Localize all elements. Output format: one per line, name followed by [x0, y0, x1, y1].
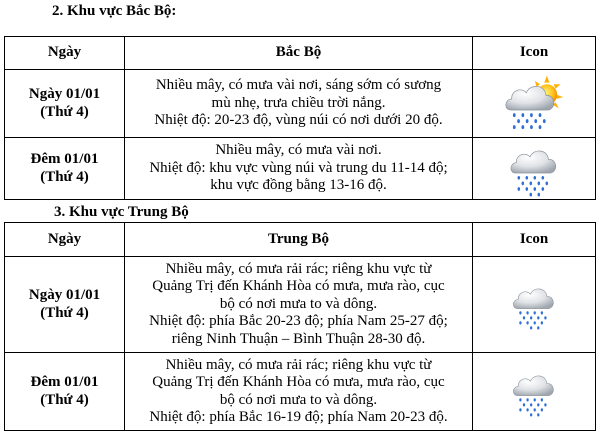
- icon-cell: [473, 70, 596, 138]
- forecast-table-trung-bo: [4, 222, 596, 431]
- description-line: Quảng Trị đến Khánh Hòa có mưa, mưa rào, cục: [152, 374, 445, 390]
- description-line: Nhiệt độ: 20-23 độ, vùng núi có nơi dưới 20 độ.: [154, 112, 443, 129]
- table-row: [5, 70, 596, 138]
- description-cell: [125, 353, 473, 431]
- description-line: Nhiệt độ: khu vực vùng núi và trung du 11-14 độ;: [149, 159, 448, 176]
- description-line: Nhiệt độ: phía Bắc 16-19 độ; phía Nam 20-23 độ.: [149, 409, 448, 425]
- column-header-icon: Icon: [473, 37, 596, 70]
- description-cell: [125, 70, 473, 138]
- rain-cloud-icon: [506, 141, 562, 197]
- sun-behind-rain-cloud-icon: [504, 74, 564, 134]
- description-line: Nhiều mây, có mưa vài nơi, sáng sớm có sương: [155, 77, 442, 94]
- icon-cell: [473, 257, 596, 353]
- icon-cell: [473, 353, 596, 431]
- column-header-region: Bắc Bộ: [125, 37, 473, 70]
- column-header-day: Ngày: [5, 37, 125, 70]
- column-header-day: Ngày: [5, 223, 125, 257]
- forecast-table-bac-bo: [4, 36, 596, 200]
- weekday-label: (Thứ 4): [40, 391, 89, 408]
- table-header-row: [5, 223, 596, 257]
- description-line: bộ có nơi mưa to và dông.: [219, 391, 378, 408]
- day-label: Đêm 01/01: [30, 374, 99, 390]
- weekday-label: (Thứ 4): [40, 304, 89, 321]
- day-cell: [5, 138, 125, 200]
- day-label: Đêm 01/01: [30, 151, 99, 167]
- day-cell: [5, 353, 125, 431]
- day-label: Ngày 01/01: [28, 287, 101, 303]
- column-header-icon: Icon: [473, 223, 596, 257]
- rain-cloud-icon: [509, 280, 559, 330]
- column-header-region: Trung Bộ: [125, 223, 473, 257]
- day-cell: [5, 257, 125, 353]
- table-row: [5, 138, 596, 200]
- day-cell: [5, 70, 125, 138]
- weekday-label: (Thứ 4): [40, 103, 89, 120]
- section-heading-trung-bo: 3. Khu vực Trung Bộ: [54, 204, 189, 220]
- description-line: bộ có nơi mưa to và dông.: [219, 295, 378, 312]
- weekday-label: (Thứ 4): [40, 168, 89, 185]
- day-label: Ngày 01/01: [28, 86, 101, 102]
- description-line: Nhiều mây, có mưa rải rác; riêng khu vực từ: [165, 260, 432, 277]
- description-line: Quảng Trị đến Khánh Hòa có mưa, mưa rào, cục: [152, 278, 445, 295]
- icon-cell: [473, 138, 596, 200]
- description-line: Nhiệt độ: phía Bắc 20-23 độ; phía Nam 25-27 độ;: [149, 313, 448, 330]
- rain-cloud-icon: [509, 367, 559, 417]
- description-line: Nhiều mây, có mưa rải rác; riêng khu vực từ: [165, 356, 432, 373]
- description-line: khu vực đồng bằng 13-16 độ.: [210, 177, 387, 194]
- description-line: mù nhẹ, trưa chiều trời nắng.: [211, 94, 386, 111]
- table-row: [5, 257, 596, 353]
- description-line: Nhiều mây, có mưa vài nơi.: [215, 142, 382, 159]
- description-line: riêng Ninh Thuận – Bình Thuận 28-30 độ.: [171, 330, 426, 347]
- description-cell: [125, 257, 473, 353]
- section-heading-bac-bo: 2. Khu vực Bắc Bộ:: [52, 3, 177, 19]
- table-header-row: [5, 37, 596, 70]
- table-row: [5, 353, 596, 431]
- description-cell: [125, 138, 473, 200]
